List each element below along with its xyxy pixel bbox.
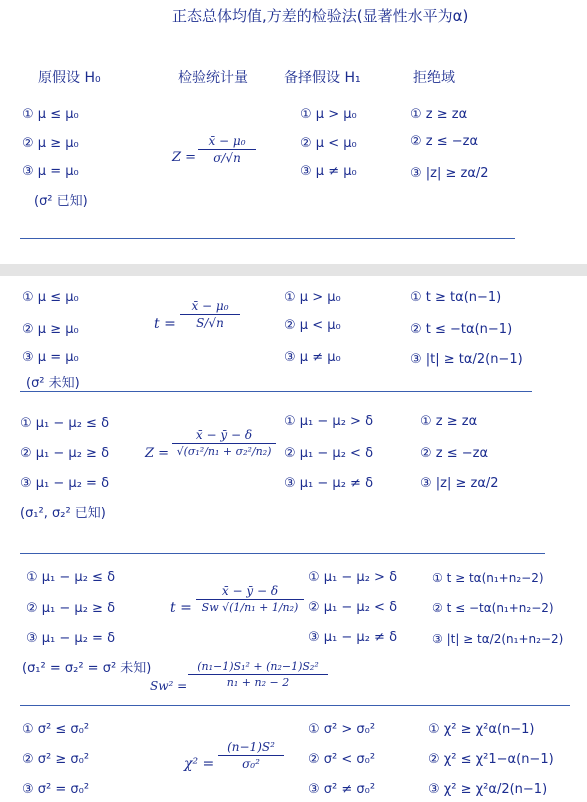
statistic-denominator: √(σ₁²/n₁ + σ₂²/n₂) [176, 445, 272, 458]
h0-item: ① σ² ≤ σ₀² [22, 722, 90, 737]
statistic-denominator: σ₀² [242, 757, 260, 771]
h1-item: ② μ₁ − μ₂ < δ [308, 600, 398, 615]
h0-item: ③ μ = μ₀ [22, 350, 79, 365]
statistic-fraction [180, 299, 240, 330]
h0-item: ① μ₁ − μ₂ ≤ δ [26, 570, 116, 585]
section-gap [0, 264, 587, 276]
h0-condition: (σ² 未知) [26, 376, 80, 391]
h1-item: ① μ > μ₀ [284, 290, 341, 305]
statistic-lhs: Z = [172, 150, 197, 165]
h0-condition: (σ₁² = σ₂² = σ² 未知) [22, 661, 152, 676]
h1-item: ③ μ ≠ μ₀ [300, 164, 357, 179]
statistic-fraction [172, 428, 276, 458]
h0-condition: (σ₁², σ₂² 已知) [20, 506, 106, 521]
h1-item: ② μ₁ − μ₂ < δ [284, 446, 374, 461]
rejection-item: ② t ≤ −tα(n₁+n₂−2) [432, 601, 554, 615]
h0-item: ② μ₁ − μ₂ ≥ δ [26, 601, 116, 616]
h1-item: ③ μ₁ − μ₂ ≠ δ [284, 476, 374, 491]
rejection-item: ② χ² ≤ χ²1−α(n−1) [428, 752, 554, 767]
h1-item: ① μ₁ − μ₂ > δ [284, 414, 374, 429]
divider [20, 391, 532, 392]
h1-item: ① μ > μ₀ [300, 107, 357, 122]
h0-item: ② μ₁ − μ₂ ≥ δ [20, 446, 110, 461]
rejection-item: ① χ² ≥ χ²α(n−1) [428, 722, 535, 737]
header-rejection: 拒绝域 [413, 70, 455, 86]
statistic-numerator: (n−1)S² [227, 740, 275, 754]
h1-item: ① σ² > σ₀² [308, 722, 376, 737]
statistic-lhs: Z = [145, 446, 170, 461]
pooled-variance-fraction [188, 660, 328, 689]
statistic-numerator: x̄ − μ₀ [208, 134, 246, 148]
divider [20, 705, 570, 706]
rejection-item: ① z ≥ zα [420, 414, 478, 429]
rejection-item: ③ |z| ≥ zα/2 [420, 476, 499, 491]
h0-item: ③ μ₁ − μ₂ = δ [20, 476, 110, 491]
h0-item: ① μ ≤ μ₀ [22, 290, 79, 305]
h1-item: ② σ² < σ₀² [308, 752, 376, 767]
h0-item: ③ μ = μ₀ [22, 164, 79, 179]
divider [20, 238, 515, 239]
h0-item: ① μ₁ − μ₂ ≤ δ [20, 416, 110, 431]
statistic-denominator: S/√n [196, 316, 224, 330]
h1-item: ③ μ ≠ μ₀ [284, 350, 341, 365]
divider [20, 553, 545, 554]
fraction-bar [196, 599, 304, 600]
fraction-bar [180, 314, 240, 315]
rejection-item: ① t ≥ tα(n₁+n₂−2) [432, 571, 544, 585]
fraction-bar [218, 755, 284, 756]
statistic-denominator: σ/√n [213, 151, 241, 165]
statistic-fraction [198, 134, 256, 165]
rejection-item: ② t ≤ −tα(n−1) [410, 322, 513, 337]
rejection-item: ③ χ² ≥ χ²α/2(n−1) [428, 782, 548, 797]
h1-item: ② μ < μ₀ [300, 136, 357, 151]
h0-item: ① μ ≤ μ₀ [22, 107, 79, 122]
rejection-item: ① z ≥ zα [410, 107, 468, 122]
h0-item: ② μ ≥ μ₀ [22, 136, 79, 151]
statistic-numerator: x̄ − ȳ − δ [221, 584, 279, 598]
rejection-item: ② z ≤ −zα [410, 134, 479, 149]
fraction-bar [198, 149, 256, 150]
statistic-lhs: t = [170, 600, 192, 616]
page-title: 正态总体均值,方差的检验法(显著性水平为α) [172, 7, 469, 25]
rejection-item: ② z ≤ −zα [420, 446, 489, 461]
statistic-denominator: Sw √(1/n₁ + 1/n₂) [201, 601, 299, 614]
fraction-bar [188, 674, 328, 675]
statistic-fraction [218, 740, 284, 771]
statistic-numerator: x̄ − μ₀ [191, 299, 229, 313]
rejection-item: ③ |t| ≥ tα/2(n₁+n₂−2) [432, 632, 564, 646]
h0-item: ② σ² ≥ σ₀² [22, 752, 90, 767]
h1-item: ③ μ₁ − μ₂ ≠ δ [308, 630, 398, 645]
h1-item: ① μ₁ − μ₂ > δ [308, 570, 398, 585]
pooled-variance-numerator: (n₁−1)S₁² + (n₂−1)S₂² [197, 660, 319, 673]
statistic-lhs: t = [154, 316, 176, 332]
fraction-bar [172, 443, 276, 444]
header-h1: 备择假设 H₁ [284, 70, 361, 86]
rejection-item: ③ |t| ≥ tα/2(n−1) [410, 352, 523, 367]
rejection-item: ③ |z| ≥ zα/2 [410, 166, 489, 181]
h0-item: ③ μ₁ − μ₂ = δ [26, 631, 116, 646]
h1-item: ② μ < μ₀ [284, 318, 341, 333]
header-h0: 原假设 H₀ [38, 70, 101, 86]
rejection-item: ① t ≥ tα(n−1) [410, 290, 502, 305]
pooled-variance-lhs: Sw² = [150, 679, 188, 693]
header-statistic: 检验统计量 [178, 70, 248, 86]
statistic-lhs: χ² = [184, 756, 215, 772]
h0-condition: (σ² 已知) [34, 194, 88, 209]
h0-item: ③ σ² = σ₀² [22, 782, 90, 797]
statistic-fraction [196, 584, 304, 614]
statistic-numerator: x̄ − ȳ − δ [195, 428, 253, 442]
pooled-variance-denominator: n₁ + n₂ − 2 [226, 676, 290, 689]
h0-item: ② μ ≥ μ₀ [22, 322, 79, 337]
h1-item: ③ σ² ≠ σ₀² [308, 782, 376, 797]
